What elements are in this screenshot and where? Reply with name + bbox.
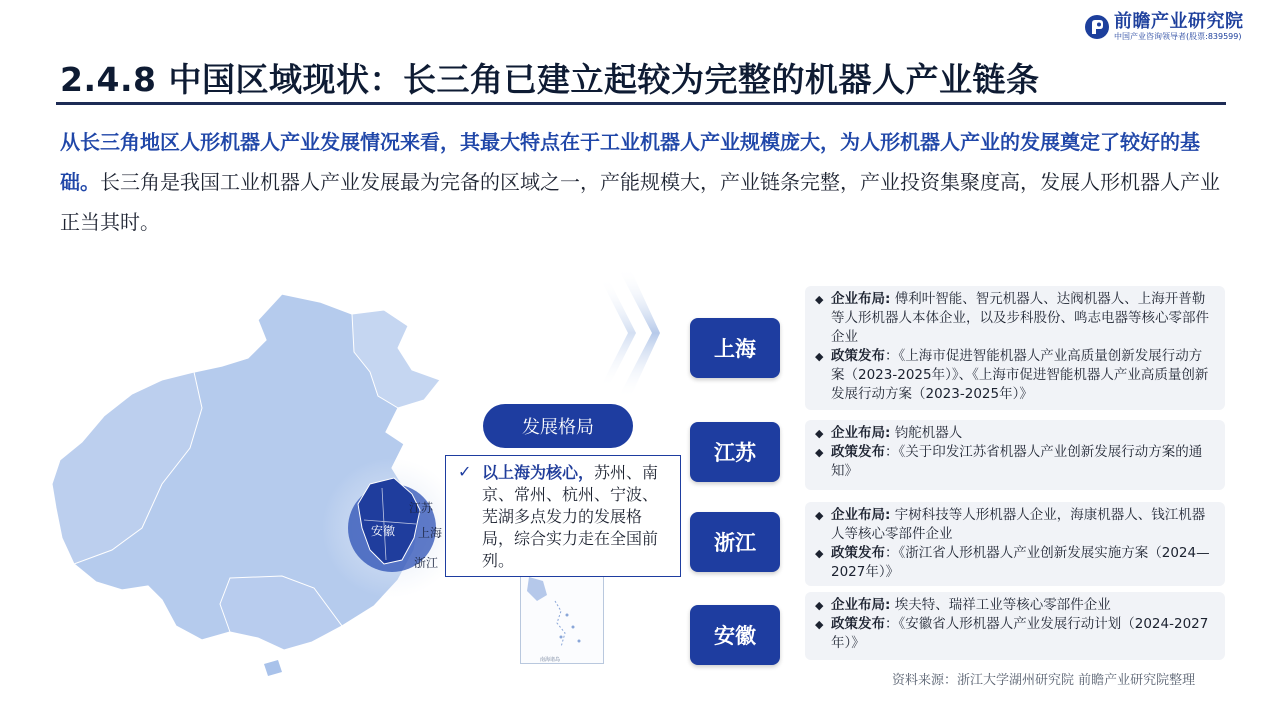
region-detail-anhui: ◆ 企业布局: 埃夫特、瑞祥工业等核心零部件企业 ◆ 政策发布：《安徽省人形机器人产业发展行动计划（2024-2027年）》 [805,592,1225,660]
chevron-right-icon [600,268,660,398]
map-label-shanghai: 上海 [418,526,443,540]
diamond-bullet-icon: ◆ [815,427,824,440]
diamond-bullet-icon: ◆ [815,446,824,459]
region-label-anhui: 安徽 [690,605,780,665]
region-label-shanghai: 上海 [690,318,780,378]
islands-graphic [521,571,603,663]
source-note: 资料来源：浙江大学湖州研究院 前瞻产业研究院整理 [892,673,1196,688]
diamond-bullet-icon: ◆ [815,618,824,631]
intro-paragraph [60,122,1230,242]
diamond-bullet-icon: ◆ [815,293,824,306]
intro-text: 长三角是我国工业机器人产业发展最为完备的区域之一，产能规模大，产业链条完整，产业投资集聚度高，发展人形机器人产业正当其时。 [60,170,1220,234]
development-pattern-pill: 发展格局 [483,404,633,448]
development-pattern-note [445,455,681,577]
diamond-bullet-icon: ◆ [815,599,824,612]
diamond-bullet-icon: ◆ [815,547,824,560]
diamond-bullet-icon: ◆ [815,350,824,363]
logo-name: 前瞻产业研究院 [1114,11,1244,32]
logo-icon [1084,14,1110,40]
region-detail-zhejiang: ◆ 企业布局: 宇树科技等人形机器人企业，海康机器人、钱江机器人等核心零部件企业 ◆ 政策发布：《浙江省人形机器人产业创新发展实施方案（2024—2027年）》 [805,502,1225,586]
intro-highlight: 从长三角地区人形机器人产业发展情况来看，其最大特点在于工业机器人产业规模庞大，为人形机器人产业的发展奠定了较好的基础。 [60,130,1200,194]
note-highlight: 以上海为核心， [482,463,595,482]
south-china-sea-inset [520,570,604,664]
logo-tagline: 中国产业咨询领导者(股票:839599) [1114,32,1242,41]
title-divider [56,102,1226,105]
region-detail-shanghai: ◆ 企业布局: 傅利叶智能、智元机器人、达阀机器人、上海开普勒等人形机器人本体企业，以及步科股份、鸣志电器等核心零部件企业 ◆ 政策发布：《上海市促进智能机器人产业高质量创新发展行动方案（2023-2025年）》、《上海市促进智能机器人产业高质量创新发展行动方案（2023-2025年）》 [805,286,1225,410]
inset-label: 南海诸岛 [540,657,561,663]
map-label-zhejiang: 浙江 [414,556,439,570]
map-label-jiangsu: 江苏 [409,501,434,515]
region-label-zhejiang: 浙江 [690,512,780,572]
diamond-bullet-icon: ◆ [815,509,824,522]
hainan-island [264,660,282,676]
map-label-anhui: 安徽 [371,524,396,538]
brand-logo [1084,12,1244,41]
region-detail-jiangsu: ◆ 企业布局: 钧舵机器人 ◆ 政策发布：《关于印发江苏省机器人产业创新发展行动方案的通知》 [805,420,1225,490]
region-label-jiangsu: 江苏 [690,422,780,482]
page-title: 2.4.8 中国区域现状：长三角已建立起较为完整的机器人产业链条 [60,60,1040,99]
checkmark-icon: ✓ [458,462,472,481]
china-map [52,288,492,688]
note-text: 苏州、南京、常州、杭州、宁波、芜湖多点发力的发展格局，综合实力走在全国前列。 [482,463,659,570]
